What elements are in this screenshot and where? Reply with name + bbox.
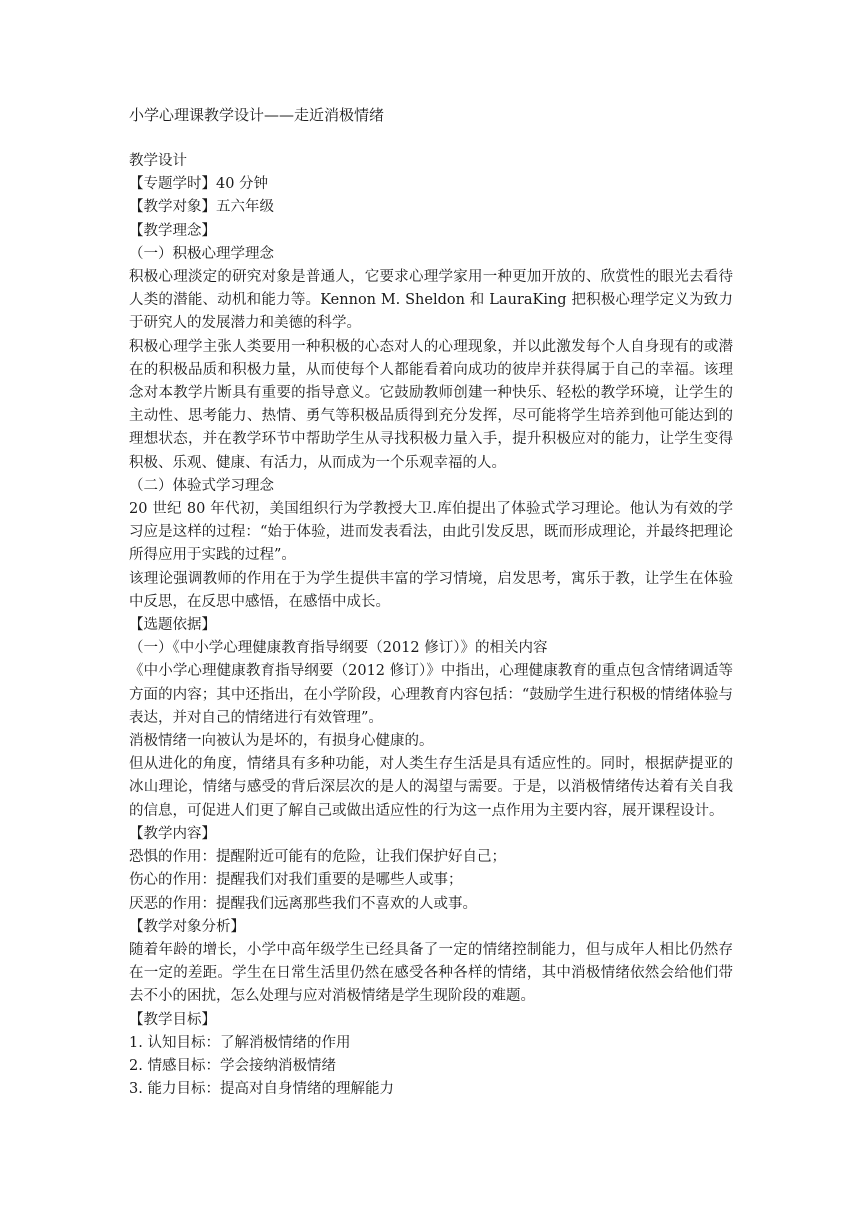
text-line: 【教学内容】: [129, 825, 216, 842]
text-line: 【教学对象分析】: [129, 918, 245, 935]
text-line: 【教学理念】: [129, 222, 216, 239]
text-line: 伤心的作用：提醒我们对我们重要的是哪些人或事；: [129, 872, 463, 889]
text-line: 【教学对象】五六年级: [129, 199, 274, 216]
text-line: 2. 情感目标：学会接纳消极情绪: [129, 1057, 336, 1074]
text-line: 厌恶的作用：提醒我们远离那些我们不喜欢的人或事。: [129, 895, 477, 912]
text-line: 教学设计: [129, 153, 187, 169]
paragraph: 20 世纪 80 年代初，美国组织行为学教授大卫.库伯提出了体验式学习理论。他认为有效的学习应是这样的过程：“始于体验，进而发表看法，由此引发反思，既而形成理论，并最终把理论所得应用于实践的过程”。: [129, 501, 733, 564]
text-line: 恐惧的作用：提醒附近可能有的危险，让我们保护好自己；: [129, 849, 506, 866]
paragraph: 积极心理淡定的研究对象是普通人，它要求心理学家用一种更加开放的、欣赏性的眼光去看待人类的潜能、动机和能力等。Kennon M. Sheldon 和 LauraKing 把积极心理学定义为致力于研究人的发展潜力和美德的科学。: [129, 269, 733, 332]
text-line: 消极情绪一向被认为是坏的，有损身心健康的。: [129, 733, 434, 750]
text-line: 【专题学时】40 分钟: [129, 176, 269, 193]
paragraph: 随着年龄的增长，小学中高年级学生已经具备了一定的情绪控制能力，但与成年人相比仍然存在一定的差距。学生在日常生活里仍然在感受各种各样的情绪，其中消极情绪依然会给他们带去不小的困扰，怎么处理与应对消极情绪是学生现阶段的难题。: [129, 941, 733, 1005]
document-title: 小学心理课教学设计——走近消极情绪: [129, 106, 385, 124]
text-line: 【选题依据】: [129, 617, 216, 634]
text-line: （一）《中小学心理健康教育指导纲要（2012 修订）》的相关内容: [129, 640, 548, 657]
text-line: 3. 能力目标：提高对自身情绪的理解能力: [129, 1081, 394, 1098]
text-line: 1. 认知目标：了解消极情绪的作用: [129, 1034, 351, 1051]
text-line: （一）积极心理学理念: [129, 245, 274, 262]
paragraph: 该理论强调教师的作用在于为学生提供丰富的学习情境，启发思考，寓乐于教，让学生在体验中反思，在反思中感悟，在感悟中成长。: [129, 570, 733, 610]
text-line: （二）体验式学习理念: [129, 477, 274, 494]
text-line: 【教学目标】: [129, 1011, 216, 1028]
paragraph: 积极心理学主张人类要用一种积极的心态对人的心理现象，并以此激发每个人自身现有的或潜在的积极品质和积极力量，从而使每个人都能看着向成功的彼岸并获得属于自己的幸福。该理念对本教学片断具有重要的指导意义。它鼓励教师创建一种快乐、轻松的教学环境，让学生的主动性、思考能力、热情、勇气等积极品质得到充分发挥，尽可能将学生培养到他可能达到的理想状态，并在教学环节中帮助学生从寻找积极力量入手，提升积极应对的能力，让学生变得积极、乐观、健康、有活力，从而成为一个乐观幸福的人。: [129, 338, 733, 471]
paragraph: 《中小学心理健康教育指导纲要（2012 修订）》中指出，心理健康教育的重点包含情绪调适等方面的内容；其中还指出，在小学阶段，心理教育内容包括：“鼓励学生进行积极的情绪体验与表达，并对自己的情绪进行有效管理”。: [129, 663, 733, 726]
paragraph: 但从进化的角度，情绪具有多种功能，对人类生存生活是具有适应性的。同时，根据萨提亚的冰山理论，情绪与感受的背后深层次的是人的渴望与需要。于是，以消极情绪传达着有关自我的信息，可促进人们更了解自己或做出适应性的行为这一点作用为主要内容，展开课程设计。: [129, 756, 733, 819]
document-body: [129, 150, 733, 1101]
